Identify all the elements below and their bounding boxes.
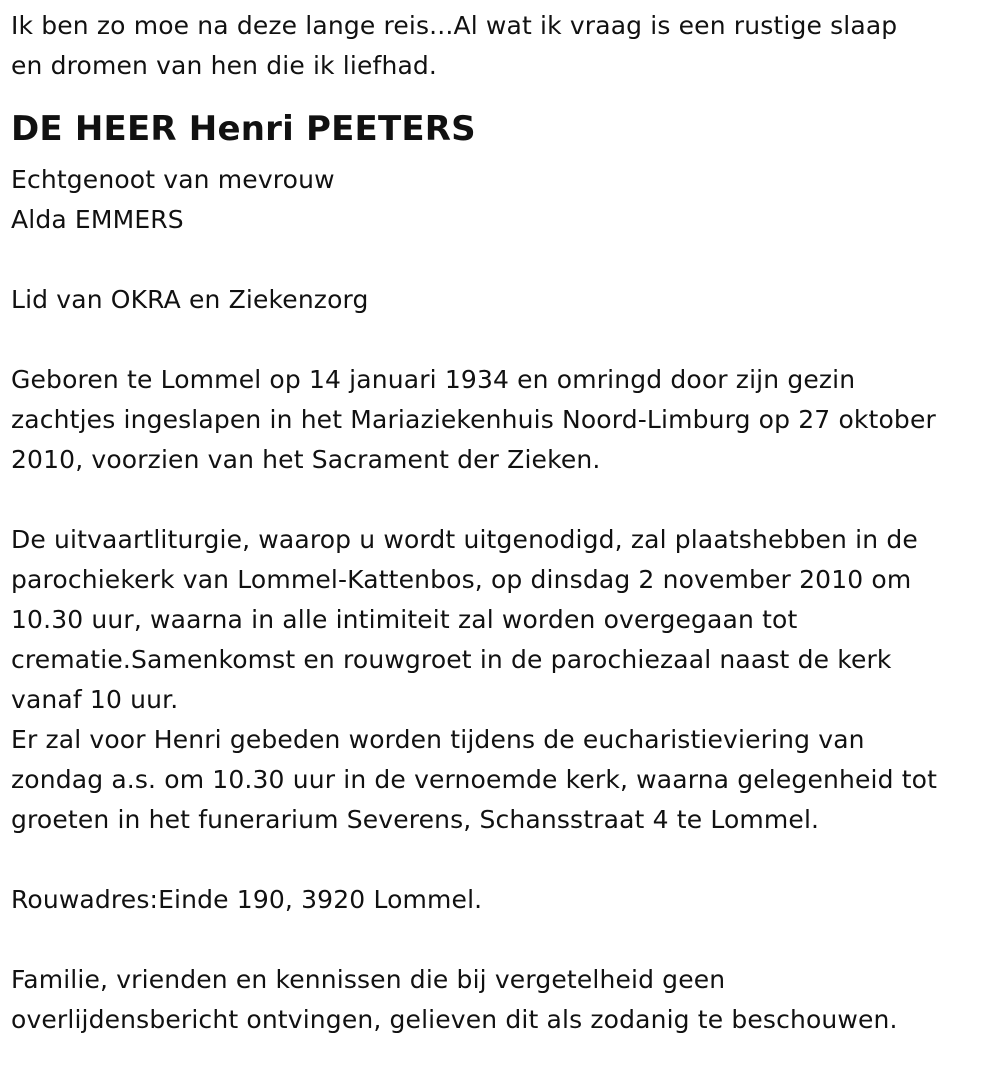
spouse-line: Echtgenoot van mevrouw [11, 165, 335, 194]
paragraph-line: De uitvaartliturgie, waarop u wordt uitgenodigd, zal plaatshebben in de [11, 525, 918, 554]
funeral-paragraph [11, 520, 996, 840]
epigraph [11, 0, 996, 86]
closing-paragraph [11, 960, 996, 1040]
spacer [11, 320, 996, 360]
membership-line: Lid van OKRA en Ziekenzorg [11, 285, 369, 314]
paragraph-line: Er zal voor Henri gebeden worden tijdens de eucharistieviering van [11, 725, 865, 754]
paragraph-line: zachtjes ingeslapen in het Mariaziekenhuis Noord-Limburg op 27 oktober [11, 405, 936, 434]
epigraph-line: en dromen van hen die ik liefhad. [11, 51, 438, 80]
deceased-name: DE HEER Henri PEETERS [11, 109, 476, 149]
paragraph-line: 10.30 uur, waarna in alle intimiteit zal worden overgegaan tot [11, 605, 798, 634]
spacer [11, 240, 996, 280]
paragraph-line: Geboren te Lommel op 14 januari 1934 en omringd door zijn gezin [11, 365, 856, 394]
spacer [11, 920, 996, 960]
spouse-info [11, 160, 996, 240]
spacer [11, 480, 996, 520]
epigraph-line: Ik ben zo moe na deze lange reis...Al wat ik vraag is een rustige slaap [11, 11, 898, 40]
address-line: Rouwadres:Einde 190, 3920 Lommel. [11, 885, 483, 914]
paragraph-line: zondag a.s. om 10.30 uur in de vernoemde kerk, waarna gelegenheid tot [11, 765, 938, 794]
paragraph-line: crematie.Samenkomst en rouwgroet in de parochiezaal naast de kerk [11, 645, 892, 674]
membership [11, 280, 996, 320]
paragraph-line: Familie, vrienden en kennissen die bij vergetelheid geen [11, 965, 726, 994]
paragraph-line: overlijdensbericht ontvingen, gelieven dit als zodanig te beschouwen. [11, 1005, 898, 1034]
paragraph-line: vanaf 10 uur. [11, 685, 179, 714]
paragraph-line: parochiekerk van Lommel-Kattenbos, op dinsdag 2 november 2010 om [11, 565, 912, 594]
spacer [11, 840, 996, 880]
paragraph-line: 2010, voorzien van het Sacrament der Zieken. [11, 445, 601, 474]
mourning-address [11, 880, 996, 920]
spouse-line: Alda EMMERS [11, 205, 184, 234]
birth-death-paragraph [11, 360, 996, 480]
paragraph-line: groeten in het funerarium Severens, Schansstraat 4 te Lommel. [11, 805, 820, 834]
obituary-notice [11, 0, 996, 1040]
